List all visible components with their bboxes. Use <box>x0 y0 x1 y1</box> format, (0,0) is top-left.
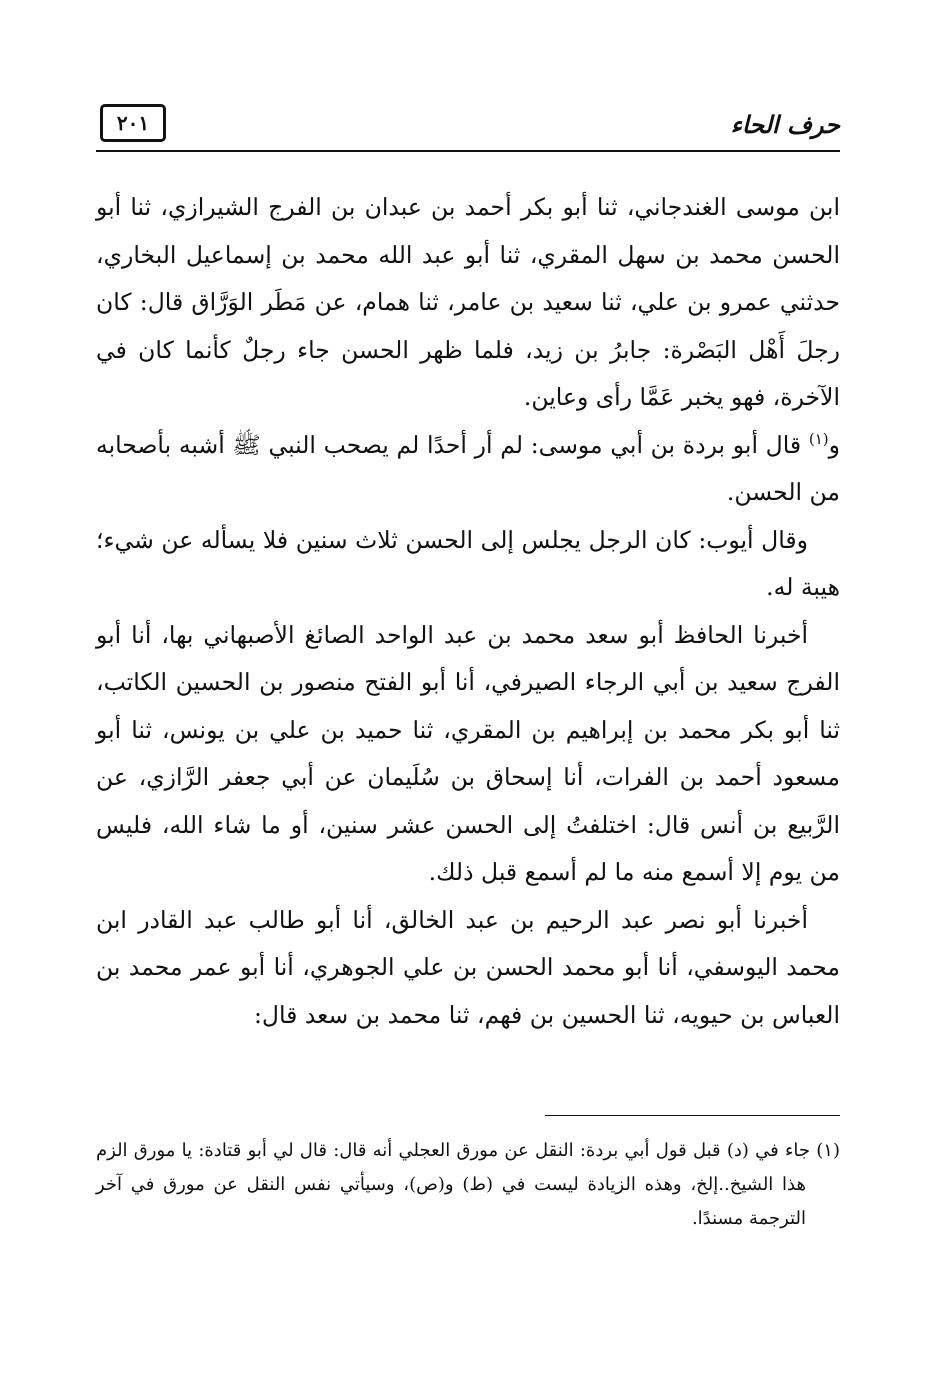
footnotes <box>96 1134 840 1236</box>
paragraph-2-prefix: و <box>828 430 840 459</box>
main-text <box>96 184 840 1039</box>
footnote-reference[interactable]: (١) <box>808 429 829 448</box>
paragraph-1: ابن موسى الغندجاني، ثنا أبو بكر أحمد بن عبدان بن الفرج الشيرازي، ثنا أبو الحسن محمد بن سهل المقري، ثنا أبو عبد الله محمد بن إسماعيل البخاري، حدثني عمرو بن علي، ثنا سعيد بن عامر، ثنا همام، عن مَطَر الوَرَّاق قال: كان رجلَ أَهْل البَصْرة: جابرُ بن زيد، فلما ظهر الحسن جاء رجلٌ كأنما كان في الآخرة، فهو يخبر عَمَّا رأى وعاين. <box>96 193 840 411</box>
paragraph-2 <box>96 422 840 517</box>
running-title: حرف الحاء <box>730 110 840 139</box>
page-number: ٢٠١ <box>100 104 166 142</box>
header-rule <box>96 150 840 152</box>
paragraph-5: أخبرنا أبو نصر عبد الرحيم بن عبد الخالق، أنا أبو طالب عبد القادر ابن محمد اليوسفي، أنا أبو محمد الحسن بن علي الجوهري، أنا أبو عمر محمد بن العباس بن حيويه، ثنا الحسين بن فهم، ثنا محمد بن سعد قال: <box>96 905 840 1029</box>
paragraph-2-text: قال أبو بردة بن أبي موسى: لم أر أحدًا لم يصحب النبي ﷺ أشبه بأصحابه من الحسن. <box>96 430 840 506</box>
footnote-1: (١) جاء في (د) قبل قول أبي بردة: النقل عن مورق العجلي أنه قال: قال لي أبو قتادة: يا مورق الزم هذا الشيخ..إلخ، وهذه الزيادة ليست في (ط) و(ص)، وسيأتي نفس النقل عن مورق في آخر الترجمة مسندًا. <box>96 1140 840 1229</box>
page-header <box>96 98 840 156</box>
paragraph-3: وقال أيوب: كان الرجل يجلس إلى الحسن ثلاث سنين فلا يسأله عن شيء؛ هيبة له. <box>96 525 840 601</box>
footnote-separator <box>545 1115 840 1116</box>
paragraph-4: أخبرنا الحافظ أبو سعد محمد بن عبد الواحد الصائغ الأصبهاني بها، أنا أبو الفرج سعيد بن أبي الرجاء الصيرفي، أنا أبو الفتح منصور بن الحسين الكاتب، ثنا أبو بكر محمد بن إبراهيم بن المقري، ثنا حميد بن علي بن يونس، ثنا أبو مسعود أحمد بن الفرات، أنا إسحاق بن سُلَيمان عن أبي جعفر الرَّازي، عن الرَّبيع بن أنس قال: اختلفتُ إلى الحسن عشر سنين، أو ما شاء الله، فليس من يوم إلا أسمع منه ما لم أسمع قبل ذلك. <box>96 620 840 886</box>
